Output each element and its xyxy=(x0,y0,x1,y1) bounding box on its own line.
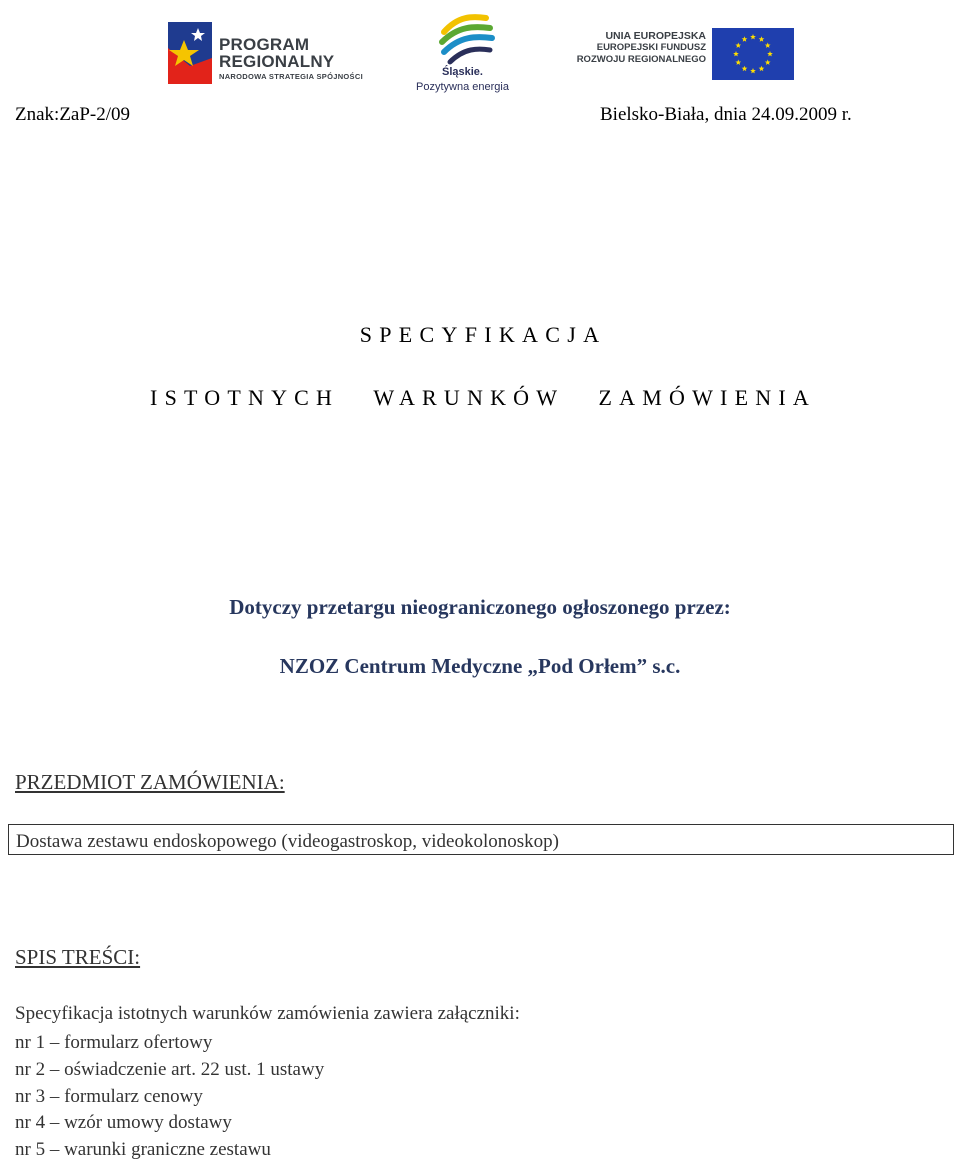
unia-europejska-text: UNIA EUROPEJSKA EUROPEJSKI FUNDUSZ ROZWOJU REGIONALNEGO xyxy=(576,30,706,65)
program-regionalny-title: PROGRAM REGIONALNY xyxy=(219,35,335,71)
city-and-date: Bielsko-Biała, dnia 24.09.2009 r. xyxy=(600,104,852,125)
eu-flag-icon xyxy=(712,28,794,80)
toc-item: nr 2 – oświadczenie art. 22 ust. 1 ustawy xyxy=(15,1058,325,1080)
toc-item: nr 5 – warunki graniczne zestawu xyxy=(15,1139,271,1161)
toc-item: nr 4 – wzór umowy dostawy xyxy=(15,1112,232,1134)
program-regionalny-logo xyxy=(164,18,374,90)
reference-number: Znak:ZaP-2/09 xyxy=(15,104,131,125)
toc-intro: Specyfikacja istotnych warunków zamówienia zawiera załączniki: xyxy=(15,1003,520,1024)
issuer-name: NZOZ Centrum Medyczne „Pod Orłem” s.c. xyxy=(279,654,681,678)
unia-europejska-logo xyxy=(570,28,796,82)
slaskie-logo xyxy=(414,12,518,96)
slaskie-slogan: Pozytywna energia xyxy=(416,81,509,93)
document-subtitle: ISTOTNYCH WARUNKÓW ZAMÓWIENIA xyxy=(150,385,816,410)
program-regionalny-emblem-icon xyxy=(164,18,216,88)
toc-heading: SPIS TREŚCI: xyxy=(15,945,141,969)
slaskie-waves-icon xyxy=(414,12,518,66)
tender-concerning-line: Dotyczy przetargu nieograniczonego ogłoszonego przez: xyxy=(229,595,731,619)
toc-item: nr 1 – formularz ofertowy xyxy=(15,1032,213,1053)
toc-item: nr 3 – formularz cenowy xyxy=(15,1085,203,1107)
document-title: SPECYFIKACJA xyxy=(359,322,607,347)
toc-list xyxy=(15,1030,324,1164)
slaskie-name: Śląskie. xyxy=(442,66,483,78)
subject-heading: PRZEDMIOT ZAMÓWIENIA: xyxy=(15,770,285,794)
subject-box: Dostawa zestawu endoskopowego (videogastroskop, videokolonoskop) xyxy=(8,824,954,855)
program-regionalny-tagline: NARODOWA STRATEGIA SPÓJNOŚCI xyxy=(219,72,363,81)
